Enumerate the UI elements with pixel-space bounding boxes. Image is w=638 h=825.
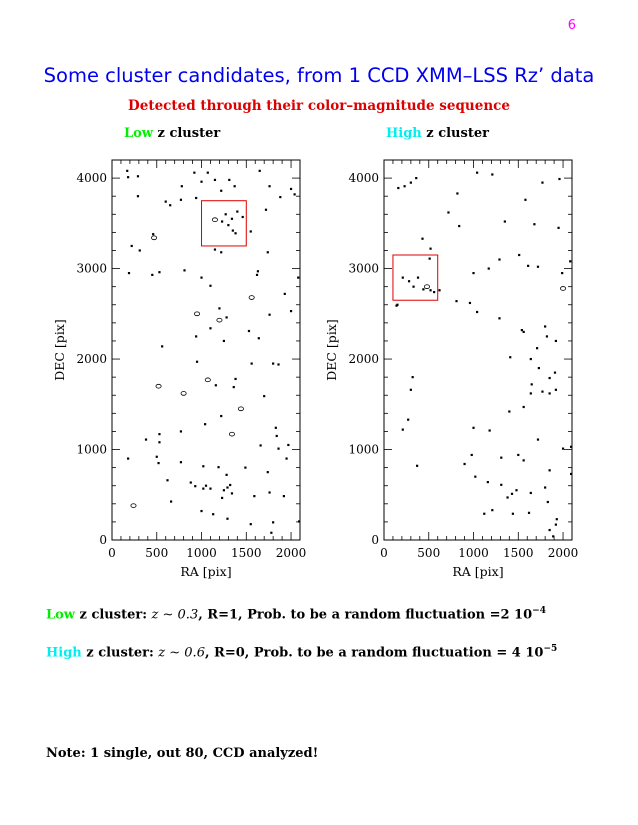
data-point [429, 258, 431, 260]
data-point [209, 327, 211, 329]
data-point [570, 446, 572, 448]
data-point [226, 518, 228, 520]
data-point [260, 444, 262, 446]
page-number: 6 [567, 18, 576, 33]
y-tick-label: 2000 [76, 352, 107, 367]
data-point [263, 395, 265, 397]
data-point [156, 456, 158, 458]
y-tick-label: 4000 [348, 171, 379, 186]
low-note-z: z ∼ 0.3 [151, 607, 199, 623]
low-note-keyword: Low [46, 607, 76, 623]
data-point [422, 288, 424, 290]
data-point [491, 509, 493, 511]
data-point [236, 210, 238, 212]
data-point [194, 485, 196, 487]
data-point [504, 220, 506, 222]
data-point [523, 459, 525, 461]
data-point [533, 223, 535, 225]
x-tick-label: 2000 [547, 546, 579, 560]
data-point [126, 170, 128, 172]
source-contour [560, 287, 565, 291]
data-point [395, 305, 397, 307]
data-point [397, 187, 399, 189]
data-point [217, 466, 219, 468]
data-point [544, 325, 546, 327]
data-point [498, 258, 500, 260]
y-tick-label: 3000 [348, 261, 379, 276]
data-point [225, 316, 227, 318]
data-point [523, 406, 525, 408]
data-point [202, 488, 204, 490]
data-point [472, 272, 474, 274]
data-point [221, 220, 223, 222]
high-note-exponent: −5 [543, 644, 558, 654]
data-point [402, 277, 404, 279]
data-point [518, 254, 520, 256]
data-point [438, 289, 440, 291]
data-point [509, 356, 511, 358]
source-contour [151, 236, 156, 240]
source-contour [181, 392, 186, 396]
data-point [227, 224, 229, 226]
data-point [137, 195, 139, 197]
data-point [549, 377, 551, 379]
y-axis-label: DEC [pix] [324, 319, 339, 381]
high-keyword: High [386, 126, 422, 141]
data-point [151, 274, 153, 276]
data-point [515, 489, 517, 491]
x-tick-label: 0 [108, 546, 116, 560]
data-point [561, 272, 563, 274]
data-point [290, 310, 292, 312]
data-point [234, 185, 236, 187]
data-point [557, 227, 559, 229]
data-point [161, 345, 163, 347]
y-tick-label: 3000 [76, 261, 107, 276]
data-point [228, 179, 230, 181]
y-tick-label: 0 [371, 533, 379, 547]
data-point [508, 410, 510, 412]
source-contour [217, 318, 222, 322]
low-note-tail: , R=1, Prob. to be a random fluctuation =2 10 [198, 607, 533, 623]
source-contour [205, 378, 210, 382]
data-point [214, 179, 216, 181]
data-point [200, 181, 202, 183]
data-point [456, 192, 458, 194]
data-point [225, 213, 227, 215]
cluster-highlight-box [393, 255, 438, 300]
low-panel-rest: z cluster [153, 126, 221, 141]
data-point [488, 267, 490, 269]
cluster-highlight-box [202, 201, 247, 246]
data-point [158, 441, 160, 443]
x-tick-label: 500 [145, 546, 169, 560]
data-point [204, 423, 206, 425]
data-point [554, 372, 556, 374]
data-point [220, 415, 222, 417]
high-note-tail: , R=0, Prob. to be a random fluctuation = 4 10 [204, 645, 544, 661]
data-point [212, 513, 214, 515]
data-point [195, 335, 197, 337]
data-point [267, 251, 269, 253]
data-point [297, 277, 299, 279]
data-point [290, 188, 292, 190]
data-point [528, 512, 530, 514]
data-point [209, 285, 211, 287]
data-point [225, 474, 227, 476]
source-contour [249, 296, 254, 300]
data-point [127, 457, 129, 459]
data-point [215, 384, 217, 386]
data-point [283, 495, 285, 497]
data-point [183, 269, 185, 271]
data-point [157, 462, 159, 464]
data-point [530, 392, 532, 394]
data-point [145, 438, 147, 440]
source-contour [424, 285, 429, 289]
data-point [562, 448, 564, 450]
data-point [530, 358, 532, 360]
data-point [549, 529, 551, 531]
low-keyword: Low [124, 126, 154, 141]
data-point [259, 170, 261, 172]
data-point [552, 535, 554, 537]
low-z-chart [52, 160, 306, 579]
data-point [489, 429, 491, 431]
data-point [546, 335, 548, 337]
data-point [285, 457, 287, 459]
data-point [218, 307, 220, 309]
data-point [127, 176, 129, 178]
data-point [421, 238, 423, 240]
data-point [268, 491, 270, 493]
data-point [417, 277, 419, 279]
data-point [287, 444, 289, 446]
data-point [408, 280, 410, 282]
data-point [544, 486, 546, 488]
data-point [180, 430, 182, 432]
data-point [200, 277, 202, 279]
data-point [250, 230, 252, 232]
data-point [412, 286, 414, 288]
high-note-z: z ∼ 0.6 [158, 645, 205, 661]
data-point [256, 274, 258, 276]
slide-title: Some cluster candidates, from 1 CCD XMM–LSS Rz’ data [43, 64, 595, 87]
data-point [433, 291, 435, 293]
data-point [506, 496, 508, 498]
data-point [471, 454, 473, 456]
data-point [549, 392, 551, 394]
data-point [415, 177, 417, 179]
data-point [429, 248, 431, 250]
y-tick-label: 1000 [76, 442, 107, 457]
data-point [455, 300, 457, 302]
data-point [483, 513, 485, 515]
data-point [170, 500, 172, 502]
data-point [487, 481, 489, 483]
x-tick-label: 1500 [231, 546, 262, 560]
x-tick-label: 2000 [275, 546, 307, 560]
data-point [250, 523, 252, 525]
data-point [549, 469, 551, 471]
data-point [226, 486, 228, 488]
data-point [242, 216, 244, 218]
data-point [214, 248, 216, 250]
data-point [500, 457, 502, 459]
data-point [268, 185, 270, 187]
data-point [538, 367, 540, 369]
data-point [491, 173, 493, 175]
source-contour [238, 407, 243, 411]
data-point [220, 251, 222, 253]
data-point [463, 463, 465, 465]
data-point [258, 337, 260, 339]
data-point [555, 340, 557, 342]
x-axis-label: RA [pix] [180, 564, 232, 579]
data-point [570, 473, 572, 475]
data-point [200, 510, 202, 512]
data-point [279, 196, 281, 198]
x-tick-label: 0 [380, 546, 388, 560]
data-point [410, 182, 412, 184]
data-point [181, 185, 183, 187]
data-point [537, 266, 539, 268]
data-point [267, 471, 269, 473]
data-point [541, 391, 543, 393]
data-point [569, 260, 571, 262]
data-point [555, 389, 557, 391]
data-point [458, 225, 460, 227]
data-point [166, 479, 168, 481]
data-point [277, 363, 279, 365]
data-point [205, 485, 207, 487]
x-tick-label: 1000 [186, 546, 217, 560]
y-tick-label: 0 [99, 533, 107, 547]
data-point [265, 209, 267, 211]
data-point [257, 270, 259, 272]
data-point [202, 465, 204, 467]
data-point [152, 233, 154, 235]
data-point [231, 218, 233, 220]
data-point [158, 271, 160, 273]
data-point [524, 199, 526, 201]
x-tick-label: 1500 [503, 546, 534, 560]
data-point [233, 386, 235, 388]
data-point [158, 433, 160, 435]
x-tick-label: 1000 [458, 546, 489, 560]
data-point [128, 272, 130, 274]
data-point [272, 362, 274, 364]
data-point [232, 229, 234, 231]
data-point [512, 513, 514, 515]
data-point [223, 340, 225, 342]
low-note-lead: z cluster: [75, 607, 152, 623]
data-point [234, 232, 236, 234]
data-point [541, 182, 543, 184]
y-axis-label: DEC [pix] [52, 319, 67, 381]
data-point [555, 524, 557, 526]
data-point [429, 289, 431, 291]
slide-subtitle: Detected through their color–magnitude sequence [128, 98, 510, 114]
data-point [234, 378, 236, 380]
data-point [469, 302, 471, 304]
data-point [511, 493, 513, 495]
plot-frame [384, 160, 572, 540]
data-point [410, 389, 412, 391]
data-point [284, 293, 286, 295]
y-tick-label: 4000 [76, 171, 107, 186]
data-point [412, 376, 414, 378]
data-point [180, 461, 182, 463]
data-point [447, 211, 449, 213]
data-point [500, 484, 502, 486]
data-point [556, 518, 558, 520]
high-note-keyword: High [46, 645, 82, 661]
data-point [196, 361, 198, 363]
high-panel-rest: z cluster [421, 126, 489, 141]
source-contour [229, 432, 234, 436]
data-point [244, 467, 246, 469]
data-point [209, 488, 211, 490]
data-point [131, 245, 133, 247]
data-point [180, 199, 182, 201]
data-point [536, 347, 538, 349]
data-point [190, 481, 192, 483]
data-point [275, 427, 277, 429]
y-tick-label: 1000 [348, 442, 379, 457]
data-point [476, 311, 478, 313]
data-point [407, 419, 409, 421]
data-point [402, 429, 404, 431]
data-point [476, 172, 478, 174]
high-note-lead: z cluster: [81, 645, 159, 661]
data-point [416, 465, 418, 467]
data-point [270, 532, 272, 534]
data-point [253, 495, 255, 497]
data-point [403, 185, 405, 187]
data-point [537, 438, 539, 440]
x-tick-label: 500 [417, 546, 441, 560]
data-point [472, 427, 474, 429]
data-point [169, 204, 171, 206]
data-point [521, 329, 523, 331]
data-point [139, 249, 141, 251]
data-point [207, 172, 209, 174]
data-point [276, 435, 278, 437]
data-point [527, 265, 529, 267]
plot-frame [112, 160, 300, 540]
source-contour [194, 312, 199, 316]
data-point [195, 197, 197, 199]
data-point [294, 193, 296, 195]
source-contour [212, 218, 217, 222]
data-point [498, 317, 500, 319]
data-point [277, 448, 279, 450]
data-point [229, 484, 231, 486]
x-axis-label: RA [pix] [452, 564, 504, 579]
data-point [531, 383, 533, 385]
data-point [547, 501, 549, 503]
source-contour [131, 504, 136, 508]
data-point [272, 521, 274, 523]
data-point [231, 492, 233, 494]
source-contour [156, 384, 161, 388]
data-point [558, 178, 560, 180]
high-z-chart [324, 160, 578, 579]
data-point [193, 172, 195, 174]
data-point [137, 175, 139, 177]
low-note-exponent: −4 [532, 606, 546, 616]
data-point [517, 454, 519, 456]
data-point [220, 190, 222, 192]
data-point [530, 492, 532, 494]
data-point [221, 497, 223, 499]
data-point [223, 489, 225, 491]
footer-note: Note: 1 single, out 80, CCD analyzed! [46, 746, 319, 761]
data-point [251, 362, 253, 364]
high-z-note [46, 644, 557, 660]
data-point [248, 330, 250, 332]
low-z-note [46, 606, 546, 622]
y-tick-label: 2000 [348, 352, 379, 367]
data-point [165, 201, 167, 203]
data-point [268, 314, 270, 316]
data-point [298, 520, 300, 522]
data-point [474, 476, 476, 478]
